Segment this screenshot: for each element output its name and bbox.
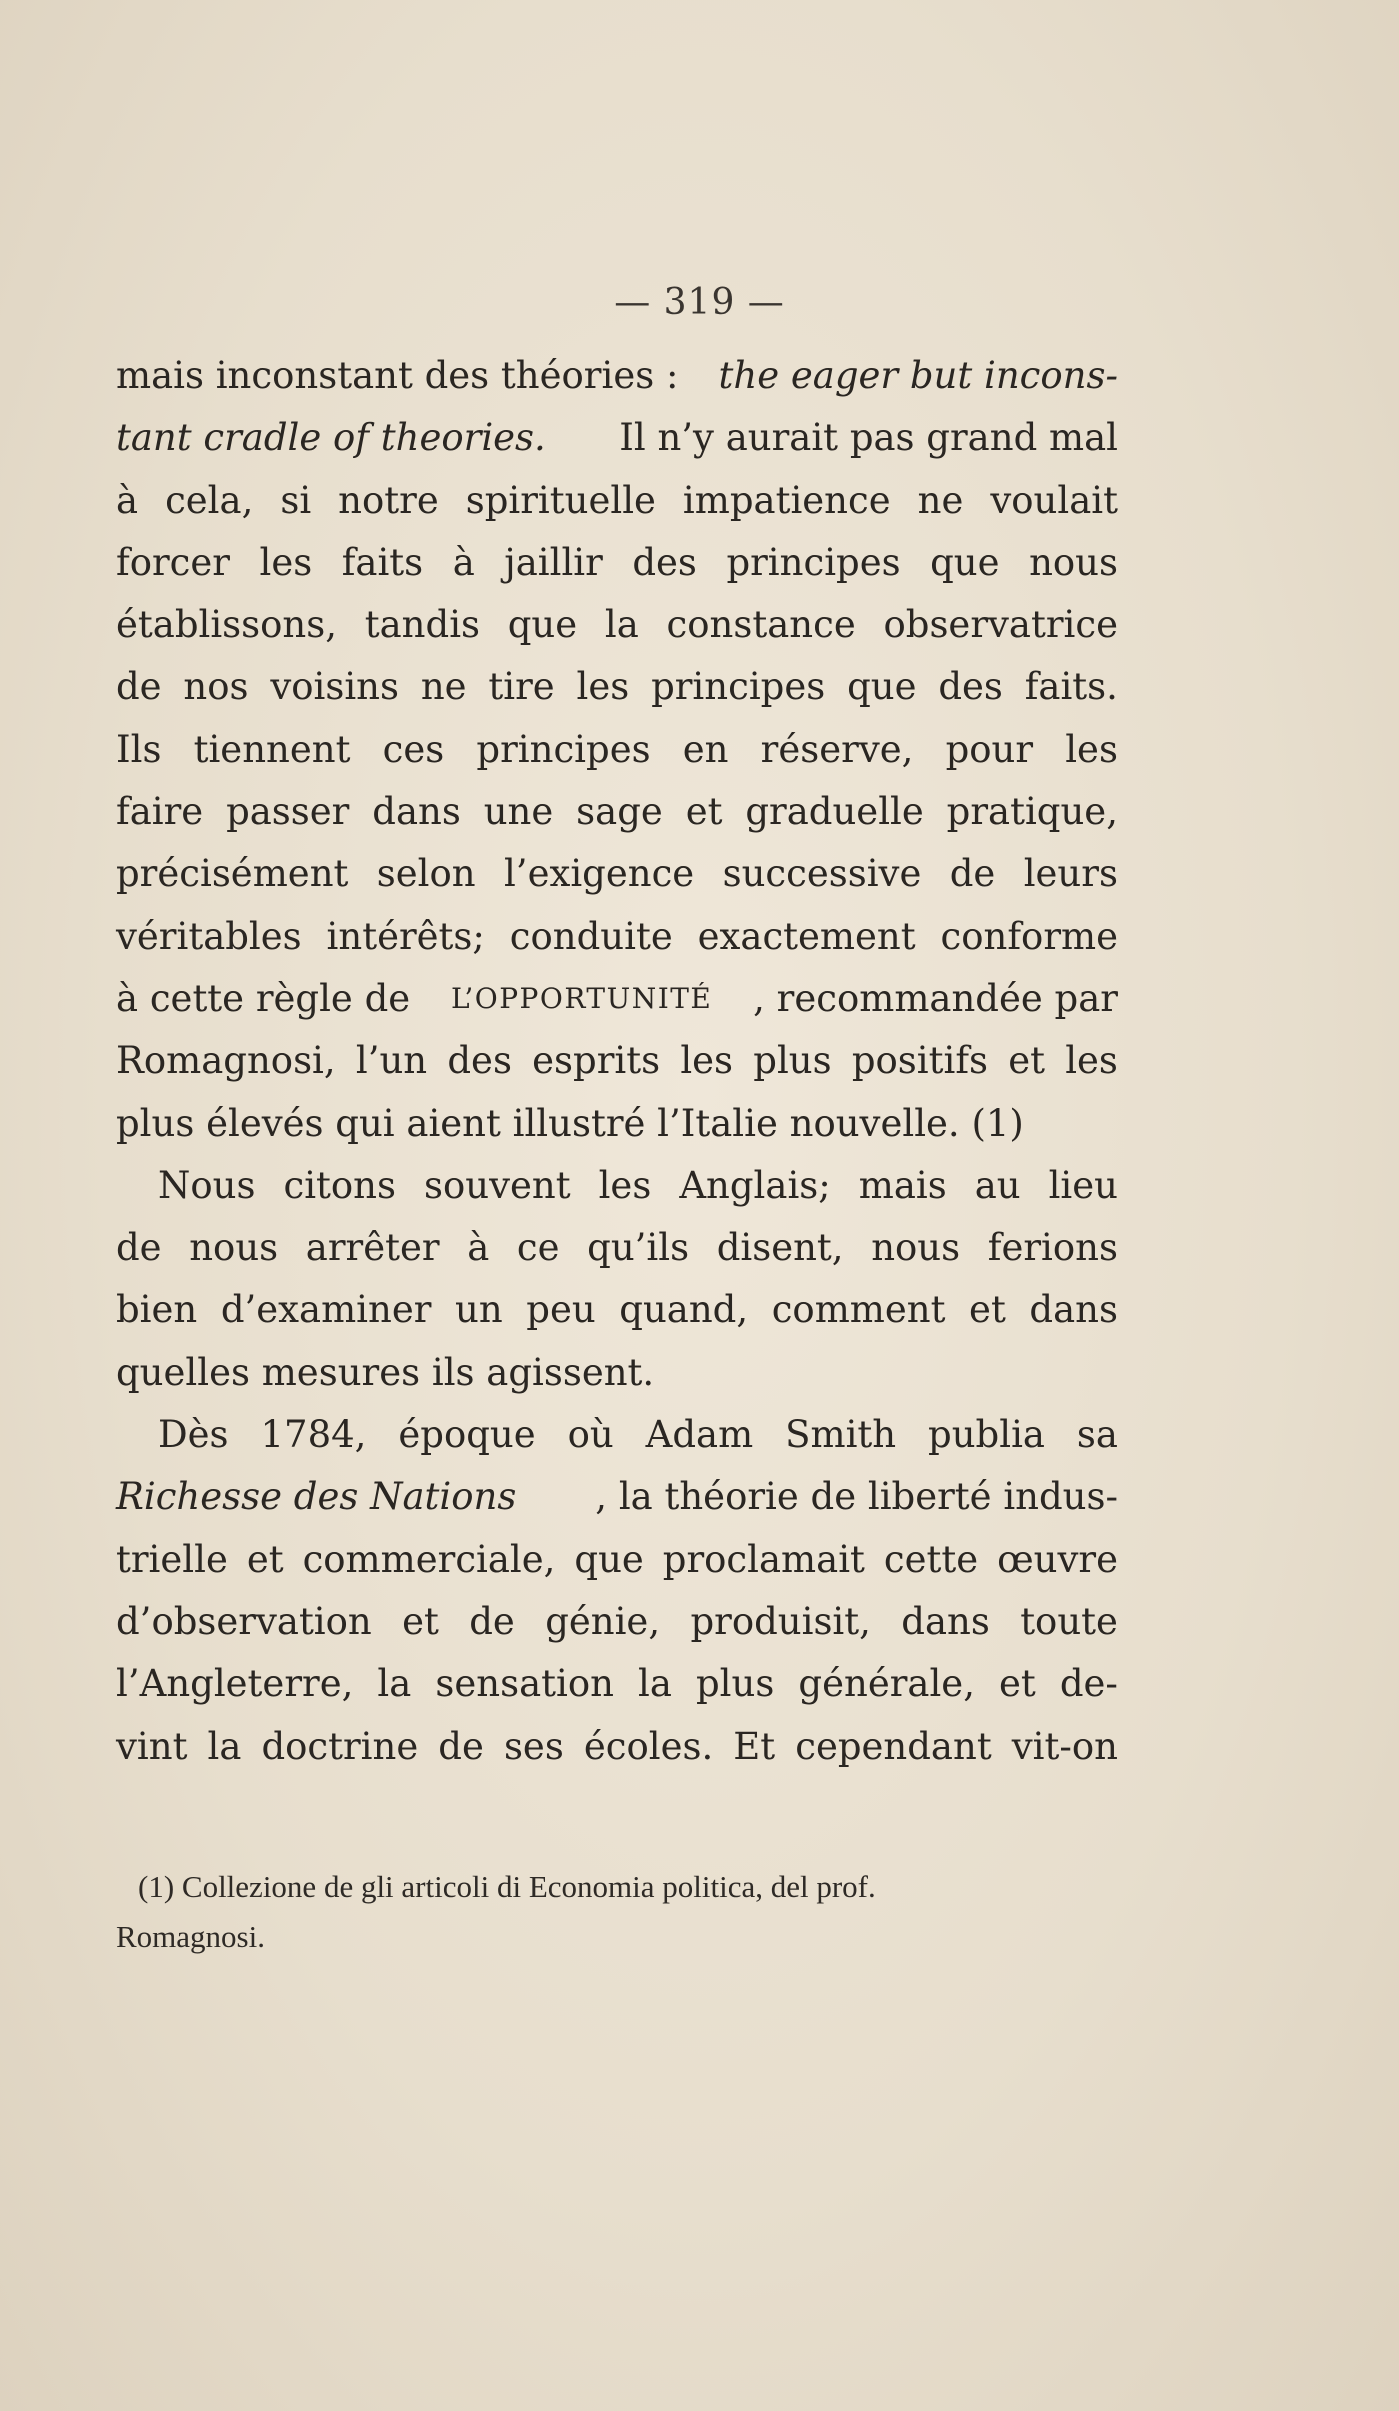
text-line-1 — [116, 345, 1118, 407]
text-line-12: Romagnosi, l’un des esprits les plus positifs et les — [116, 1039, 1118, 1083]
text-line-21: d’observation et de génie, produisit, dans toute — [116, 1599, 1118, 1643]
footnote-line-1: (1) Collezione de gli articoli di Economia politica, del prof. — [138, 1869, 876, 1904]
text-line-2 — [116, 407, 1118, 469]
text-line-7: Ils tiennent ces principes en réserve, pour les — [116, 727, 1118, 771]
text-line-2-italic: tant cradle of theories. — [116, 416, 546, 460]
text-line-4: forcer les faits à jaillir des principes que nous — [116, 540, 1118, 584]
text-line-11 — [116, 968, 1118, 1030]
text-line-1-italic: the eager but incons- — [718, 354, 1118, 397]
text-line-23: vint la doctrine de ses écoles. Et cependant vit-on — [116, 1724, 1118, 1768]
text-line-17: quelles mesures ils agissent. — [116, 1350, 655, 1394]
page-number: — 319 — — [614, 282, 785, 323]
text-line-1-roman: mais inconstant des théories : — [116, 354, 679, 397]
text-line-5: établissons, tandis que la constance observatrice — [116, 603, 1118, 647]
text-line-18: Dès 1784, époque où Adam Smith publia sa — [158, 1413, 1118, 1457]
text-line-16: bien d’examiner un peu quand, comment et dans — [116, 1288, 1118, 1332]
text-line-14: Nous citons souvent les Anglais; mais au lieu — [158, 1163, 1118, 1207]
text-line-8: faire passer dans une sage et graduelle pratique, — [116, 790, 1118, 834]
footnote-line-2: Romagnosi. — [116, 1919, 265, 1954]
text-line-11-start: à cette règle de — [116, 976, 411, 1020]
text-line-2-roman: Il n’y aurait pas grand mal — [619, 416, 1118, 460]
text-line-22: l’Angleterre, la sensation la plus générale, et de- — [116, 1662, 1118, 1706]
text-line-15: de nous arrêter à ce qu’ils disent, nous ferions — [116, 1226, 1118, 1270]
text-line-13: plus élevés qui aient illustré l’Italie nouvelle. (1) — [116, 1101, 1024, 1145]
text-line-6: de nos voisins ne tire les principes que des faits. — [116, 665, 1118, 709]
text-line-19-roman: , la théorie de liberté indus- — [595, 1475, 1118, 1519]
footnote — [116, 1862, 1118, 1962]
text-line-9: précisément selon l’exigence successive de leurs — [116, 852, 1118, 896]
text-line-19 — [116, 1466, 1118, 1528]
text-line-10: véritables intérêts; conduite exactement conforme — [116, 914, 1118, 958]
text-line-20: trielle et commerciale, que proclamait cette œuvre — [116, 1537, 1118, 1581]
text-line-11-end: , recommandée par — [753, 976, 1118, 1020]
text-line-19-italic: Richesse des Nations — [116, 1475, 517, 1519]
small-caps-opportunite: L’OPPORTUNITÉ — [450, 981, 713, 1015]
body-text — [116, 345, 1118, 1778]
text-line-3: à cela, si notre spirituelle impatience ne voulait — [116, 478, 1118, 522]
